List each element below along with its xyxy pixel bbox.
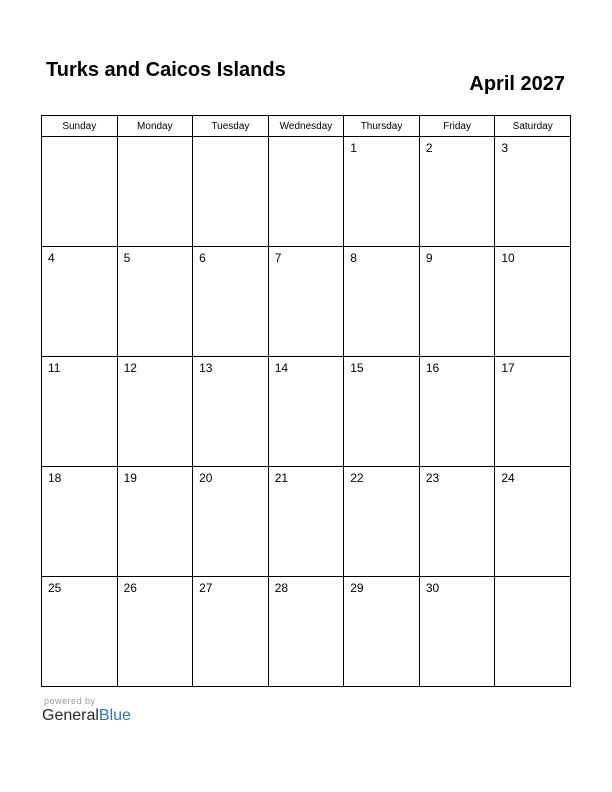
- day-number: 5: [123, 251, 131, 265]
- day-cell: [419, 137, 495, 247]
- weekday-wednesday: Wednesday: [268, 116, 344, 137]
- day-number: 18: [48, 471, 62, 485]
- day-cell: [42, 137, 118, 247]
- generalblue-logo[interactable]: [42, 707, 131, 725]
- day-cell: [268, 357, 344, 467]
- day-number: 21: [274, 471, 289, 485]
- day-number: 28: [274, 581, 289, 595]
- day-number: 13: [199, 361, 213, 375]
- day-cell: [419, 577, 495, 687]
- day-cell: [344, 357, 420, 467]
- day-cell: [344, 467, 420, 577]
- day-cell: [419, 247, 495, 357]
- day-number: [118, 137, 193, 141]
- day-cell: [117, 357, 193, 467]
- day-cell: [268, 577, 344, 687]
- region-title: Turks and Caicos Islands: [46, 59, 286, 81]
- footer-branding: [42, 696, 131, 725]
- day-cell: [42, 467, 118, 577]
- day-cell: [495, 137, 571, 247]
- day-cell: [268, 467, 344, 577]
- day-cell: [495, 577, 571, 687]
- day-number: 1: [350, 141, 357, 155]
- day-number: 30: [425, 581, 440, 595]
- day-number: [193, 137, 268, 141]
- powered-by-label: powered by: [44, 696, 96, 706]
- day-cell: [419, 467, 495, 577]
- weekday-saturday: Saturday: [495, 116, 571, 137]
- day-number: 19: [123, 471, 137, 485]
- logo-text-general: General: [42, 707, 99, 724]
- day-number: 27: [199, 581, 213, 595]
- day-number: 22: [350, 471, 364, 485]
- day-number: 17: [501, 361, 515, 375]
- day-number: 10: [501, 251, 515, 265]
- week-row: [42, 357, 571, 467]
- day-number: 6: [199, 251, 206, 265]
- day-number: 24: [501, 471, 515, 485]
- day-number: 8: [350, 251, 357, 265]
- day-cell: [344, 577, 420, 687]
- day-cell: [42, 577, 118, 687]
- calendar-grid: [41, 115, 571, 687]
- day-number: 14: [274, 361, 289, 375]
- day-cell: [193, 577, 269, 687]
- day-number: 23: [425, 471, 440, 485]
- weekday-thursday: Thursday: [344, 116, 420, 137]
- day-cell: [193, 247, 269, 357]
- day-number: 29: [350, 581, 364, 595]
- day-number: 25: [48, 581, 62, 595]
- day-cell: [117, 467, 193, 577]
- day-cell: [193, 137, 269, 247]
- day-cell: [117, 247, 193, 357]
- week-row: [42, 247, 571, 357]
- day-cell: [42, 247, 118, 357]
- day-number: [495, 577, 570, 581]
- day-number: 15: [350, 361, 364, 375]
- weekday-header-row: [42, 116, 571, 137]
- day-cell: [495, 247, 571, 357]
- day-cell: [193, 467, 269, 577]
- logo-text-blue: Blue: [98, 707, 131, 724]
- weekday-monday: Monday: [117, 116, 193, 137]
- day-cell: [42, 357, 118, 467]
- day-number: 11: [48, 361, 61, 375]
- day-number: 2: [425, 141, 433, 155]
- day-number: 16: [425, 361, 440, 375]
- day-cell: [268, 247, 344, 357]
- day-number: 20: [199, 471, 213, 485]
- day-cell: [419, 357, 495, 467]
- day-number: 26: [123, 581, 137, 595]
- weekday-sunday: Sunday: [42, 116, 118, 137]
- day-cell: [495, 467, 571, 577]
- weekday-friday: Friday: [419, 116, 495, 137]
- day-cell: [495, 357, 571, 467]
- day-cell: [117, 577, 193, 687]
- day-number: [42, 137, 117, 141]
- week-row: [42, 467, 571, 577]
- weekday-tuesday: Tuesday: [193, 116, 269, 137]
- day-number: [269, 137, 344, 141]
- day-cell: [193, 357, 269, 467]
- day-cell: [117, 137, 193, 247]
- day-cell: [344, 247, 420, 357]
- day-cell: [344, 137, 420, 247]
- month-title: April 2027: [469, 73, 565, 95]
- day-cell: [268, 137, 344, 247]
- day-number: 9: [425, 251, 433, 265]
- day-number: 4: [48, 251, 55, 265]
- day-number: 3: [501, 141, 509, 155]
- week-row: [42, 137, 571, 247]
- day-number: 12: [123, 361, 137, 375]
- day-number: 7: [274, 251, 282, 265]
- week-row: [42, 577, 571, 687]
